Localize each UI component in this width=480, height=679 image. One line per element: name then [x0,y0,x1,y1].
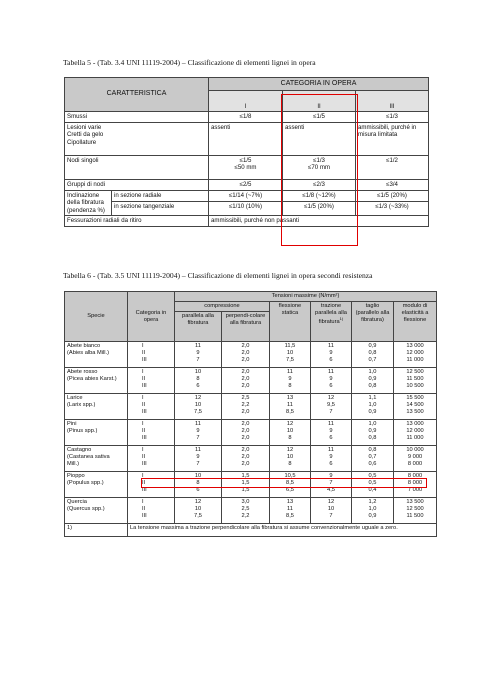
t5-header-category: CATEGORIA IN OPERA [209,78,429,91]
t6-cell-mod: 8 000 8 000 7 000 [394,472,437,498]
t6-cell-perp: 2,0 2,0 2,0 [222,342,270,368]
t6-cell-fless: 11 9 8 [270,368,311,394]
t6-cell-par: 11 9 7 [175,342,222,368]
t6-cell-traz: 9 7 4,5 [311,472,352,498]
t5-row-label: Fessurazioni radiali da ritiro [65,216,209,227]
t6-header-bending: flessione statica [270,302,311,342]
t5-cell: ≤3/4 [356,180,429,191]
t6-cell-cat: I II III [128,368,175,394]
t6-cell-traz: 11 9 6 [311,420,352,446]
t5-row-label: Gruppi di nodi [65,180,209,191]
t5-cell: ≤1/8 (~12%) [283,191,356,202]
t6-header-parallel: parallela alla fibratura [175,312,222,342]
t5-cell: assenti [283,123,356,156]
t6-cell-cat: I II III [128,446,175,472]
t6-cell-name: Larice (Larix spp.) [65,394,128,420]
t6-species-row [65,394,437,420]
t6-cell-par: 11 9 7 [175,420,222,446]
t6-cell-fless: 11,5 10 7,5 [270,342,311,368]
t5-cell: assenti [209,123,283,156]
t6-header-tension-text: trazione parallela alla fibratura [315,303,347,325]
t6-cell-fless: 13 11 8,5 [270,394,311,420]
t5-cell: ≤1/5 ≤50 mm [209,156,283,180]
t6-cell-taglio: 1,0 0,9 0,8 [352,420,394,446]
t5-cell: ≤1/2 [356,156,429,180]
t5-cell: ≤1/3 [356,112,429,123]
t5-cell: ≤1/5 (20%) [356,191,429,202]
t6-cell-name: Castagno (Castanea sativa Mill.) [65,446,128,472]
t6-cell-par: 12 10 7,5 [175,498,222,524]
t6-cell-mod: 15 500 14 500 13 500 [394,394,437,420]
t6-header-category: Categoria in opera [128,292,175,342]
t6-cell-par: 12 10 7,5 [175,394,222,420]
t6-cell-perp: 2,0 2,0 2,0 [222,420,270,446]
t5-cell: ≤1/5 [283,112,356,123]
t6-cell-taglio: 1,1 1,0 0,9 [352,394,394,420]
t6-header-modulus: modulo di elasticità a flessione [394,302,437,342]
t6-cell-taglio: 0,8 0,7 0,6 [352,446,394,472]
t6-cell-par: 11 9 7 [175,446,222,472]
t6-cell-mod: 12 500 11 500 10 500 [394,368,437,394]
t6-footnote-number: 1) [65,524,128,537]
t6-cell-perp: 2,5 2,2 2,0 [222,394,270,420]
t6-cell-par: 10 8 6 [175,368,222,394]
t6-body [65,342,437,524]
t5-cell: ≤1/3 ≤70 mm [283,156,356,180]
t6-cell-taglio: 0,9 0,8 0,7 [352,342,394,368]
t6-species-row [65,368,437,394]
t5-cell: ≤1/14 (~7%) [209,191,283,202]
t5-cat-2: II [283,91,356,112]
t6-cell-taglio: 0,5 0,5 0,4 [352,472,394,498]
t5-sub-label: in sezione radiale [112,191,209,202]
t6-cell-fless: 13 11 8,5 [270,498,311,524]
t6-header-perpendicular: perpendi-colare alla fibratura [222,312,270,342]
t6-cell-cat: I II III [128,472,175,498]
t6-cell-taglio: 1,2 1,0 0,9 [352,498,394,524]
t5-header-characteristic: CARATTERISTICA [65,78,209,112]
t5-cell: ≤1/5 (20%) [283,202,356,216]
table6-caption: Tabella 6 - (Tab. 3.5 UNI 11119-2004) – Classificazione di elementi lignei in opera secondi resistenza [63,271,373,280]
t6-cell-cat: I II III [128,394,175,420]
t6-cell-fless: 12 10 8 [270,420,311,446]
t6-cell-traz: 11 9 6 [311,342,352,368]
t6-species-row [65,446,437,472]
t5-cat-1: I [209,91,283,112]
t6-cell-mod: 13 000 12 000 11 000 [394,342,437,368]
t6-cell-perp: 3,0 2,5 2,2 [222,498,270,524]
t6-header-species: Specie [65,292,128,342]
t5-cell: ammissibili, purché non passanti [209,216,429,227]
t6-cell-traz: 12 10 7 [311,498,352,524]
t5-cell: ammissibili, purché in misura limitata [356,123,429,156]
t6-species-row [65,342,437,368]
t6-cell-traz: 11 9 6 [311,368,352,394]
t6-cell-mod: 10 000 9 000 8 000 [394,446,437,472]
t5-cell: ≤2/5 [209,180,283,191]
t6-cell-cat: I II III [128,420,175,446]
t6-cell-mod: 13 500 12 500 11 500 [394,498,437,524]
t6-header-tension [311,302,352,342]
table5-caption: Tabella 5 - (Tab. 3.4 UNI 11119-2004) – Classificazione di elementi lignei in opera [63,58,316,67]
t6-cell-perp: 2,0 2,0 2,0 [222,368,270,394]
t5-row-label: Lesioni varie Cretti da gelo Cipollature [65,123,209,156]
t6-cell-perp: 1,5 1,5 1,5 [222,472,270,498]
t5-row-label: Smussi [65,112,209,123]
t6-cell-traz: 12 9,5 7 [311,394,352,420]
t6-header-tensions: Tensioni massime (N/mm²) [175,292,437,302]
t6-header-tension-sup: 1) [339,315,344,321]
t6-cell-taglio: 1,0 0,9 0,8 [352,368,394,394]
t6-cell-perp: 2,0 2,0 2,0 [222,446,270,472]
t6-footnote-text: La tensione massima a trazione perpendicolare alla fibratura si assume convenzionalmente uguale a zero. [128,524,437,537]
t6-cell-name: Pini (Pinus spp.) [65,420,128,446]
t6-cell-cat: I II III [128,342,175,368]
t6-cell-name: Quercia (Quercus spp.) [65,498,128,524]
t5-sub-label: in sezione tangenziale [112,202,209,216]
t5-cell: ≤2/3 [283,180,356,191]
t5-cell: ≤1/3 (~33%) [356,202,429,216]
t6-cell-cat: I II III [128,498,175,524]
t6-species-row [65,498,437,524]
t6-cell-name: Abete rosso (Picea abies Karst.) [65,368,128,394]
t5-row-label: Nodi singoli [65,156,209,180]
t6-cell-mod: 13 000 12 000 11 000 [394,420,437,446]
t6-header-compression: compressione [175,302,270,312]
t6-cell-fless: 10,5 8,5 6,5 [270,472,311,498]
t6-cell-fless: 12 10 8 [270,446,311,472]
t5-cell: ≤1/8 [209,112,283,123]
t6-species-row [65,472,437,498]
t6-header-shear: taglio (parallelo alla fibratura) [352,302,394,342]
t5-cell: ≤1/10 (10%) [209,202,283,216]
t5-cat-3: III [356,91,429,112]
table5 [64,77,429,227]
t5-row-label: Inclinazione della fibratura (pendenza %) [65,191,112,216]
t6-species-row [65,420,437,446]
t6-cell-traz: 11 9 6 [311,446,352,472]
t6-cell-name: Abete bianco (Abies alba Mill.) [65,342,128,368]
table6 [64,291,437,537]
t6-cell-name: Pioppo (Populus spp.) [65,472,128,498]
t6-cell-par: 10 8 6 [175,472,222,498]
